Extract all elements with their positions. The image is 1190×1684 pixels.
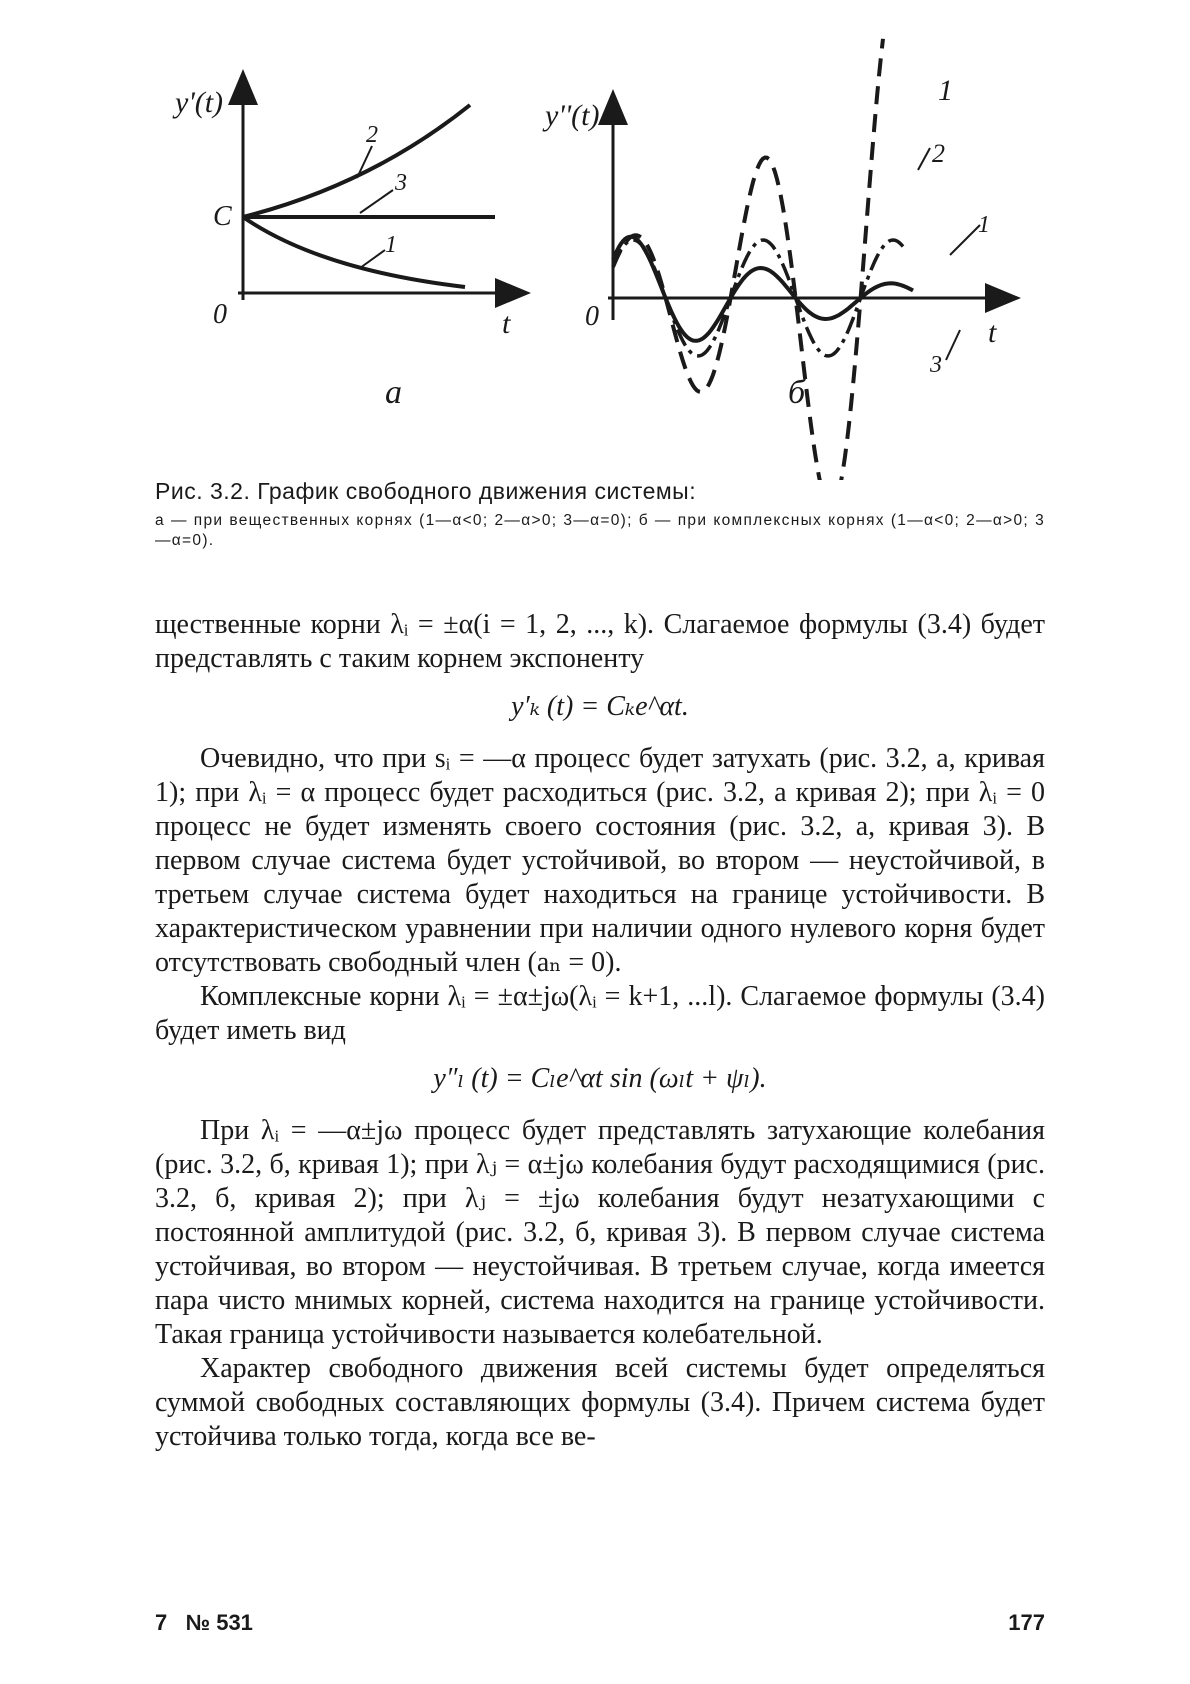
- figure-a-curve-1: [243, 217, 465, 287]
- formula-1: y′ₖ (t) = Cₖe^αt.: [511, 691, 689, 722]
- figure-b-label-3: 3: [930, 352, 942, 378]
- figure-a-leader-3: [360, 190, 393, 213]
- figure-a-label-2: 2: [366, 122, 378, 148]
- figure-b-leader-1: [950, 225, 980, 255]
- figure-a-t-label: t: [502, 307, 511, 340]
- figure-b-t-label: t: [988, 316, 997, 349]
- figure-b-origin: 0: [585, 301, 599, 332]
- formula-2: y″ₗ (t) = Cₗe^αt sin (ωₗt + ψₗ).: [433, 1063, 767, 1094]
- body-text: [155, 608, 1045, 1454]
- paragraph-1: щественные корни λᵢ = ±α(i = 1, 2, ..., k). Слагаемое формулы (3.4) будет представлять с таким корнем экспоненту: [155, 609, 1045, 674]
- figure-b-leader-3: [946, 330, 960, 360]
- figure-a-label-1: 1: [385, 232, 397, 258]
- figure-b: [542, 39, 1015, 480]
- figure-b-curve-2: [613, 39, 883, 480]
- figure-b-panel-label: б: [788, 374, 806, 411]
- paragraph-2: Очевидно, что при sᵢ = —α процесс будет затухать (рис. 3.2, а, кривая 1); при λᵢ = α процесс будет расходиться (рис. 3.2, а кривая 2); при λᵢ = 0 процесс не будет изменять своего состояния (рис. 3.2, а, кривая 3). В первом случае система будет устойчивой, во втором — неустойчивой, в третьем случае система будет находиться на границе устойчивости. В характеристическом уравнении при наличии одного нулевого корня будет отсутствовать свободный член (aₙ = 0).: [155, 743, 1045, 978]
- figure-b-label-2: 2: [932, 139, 945, 168]
- figure-a-panel-label: а: [385, 374, 402, 411]
- figure-a-origin: 0: [213, 299, 227, 330]
- figure-b-label-1: 1: [978, 212, 990, 238]
- figure-a-label-3: 3: [395, 170, 407, 196]
- figure-b-leader-2: [918, 148, 930, 170]
- figure-a-y-label: y'(t): [175, 86, 224, 119]
- paragraph-5: Характер свободного движения всей системы будет определяться суммой свободных составляющих формулы (3.4). Причем система будет устойчива только тогда, когда все ве-: [155, 1353, 1045, 1452]
- page-footer: [155, 1610, 1045, 1644]
- figure-caption: [155, 478, 1045, 551]
- figure-b-curve-1: [613, 237, 913, 341]
- paragraph-3: Комплексные корни λᵢ = ±α±jω(λᵢ = k+1, ...l). Слагаемое формулы (3.4) будет иметь вид: [155, 981, 1045, 1046]
- caption-description: а — при вещественных корнях (1—α<0; 2—α>0; 3—α=0); б — при комплексных корнях (1—α<0; 2—α>0; 3—α=0).: [155, 512, 1045, 549]
- figure-b-y-label: y''(t): [545, 99, 600, 132]
- figure-a-curve-2: [243, 105, 470, 217]
- figure-3-2: [0, 0, 1190, 480]
- page-number: 177: [1008, 1610, 1045, 1635]
- caption-title: Рис. 3.2. График свободного движения системы:: [155, 478, 697, 504]
- figure-b-label-1-top: 1: [938, 74, 953, 107]
- figure-a-c-label: C: [213, 201, 232, 232]
- printer-signature: 7 № 531: [155, 1610, 253, 1635]
- figure-a: [172, 75, 525, 411]
- figure-a-leader-1: [360, 250, 385, 268]
- paragraph-4: При λᵢ = —α±jω процесс будет представлять затухающие колебания (рис. 3.2, б, кривая 1); при λⱼ = α±jω колебания будут расходящимися (рис. 3.2, б, кривая 2); при λⱼ = ±jω колебания будут незатухающими с постоянной амплитудой (рис. 3.2, б, кривая 3). В первом случае система устойчивая, во втором — неустойчивая. В третьем случае, когда имеется пара чисто мнимых корней, система находится на границе устойчивости. Такая граница устойчивости называется колебательной.: [155, 1115, 1045, 1350]
